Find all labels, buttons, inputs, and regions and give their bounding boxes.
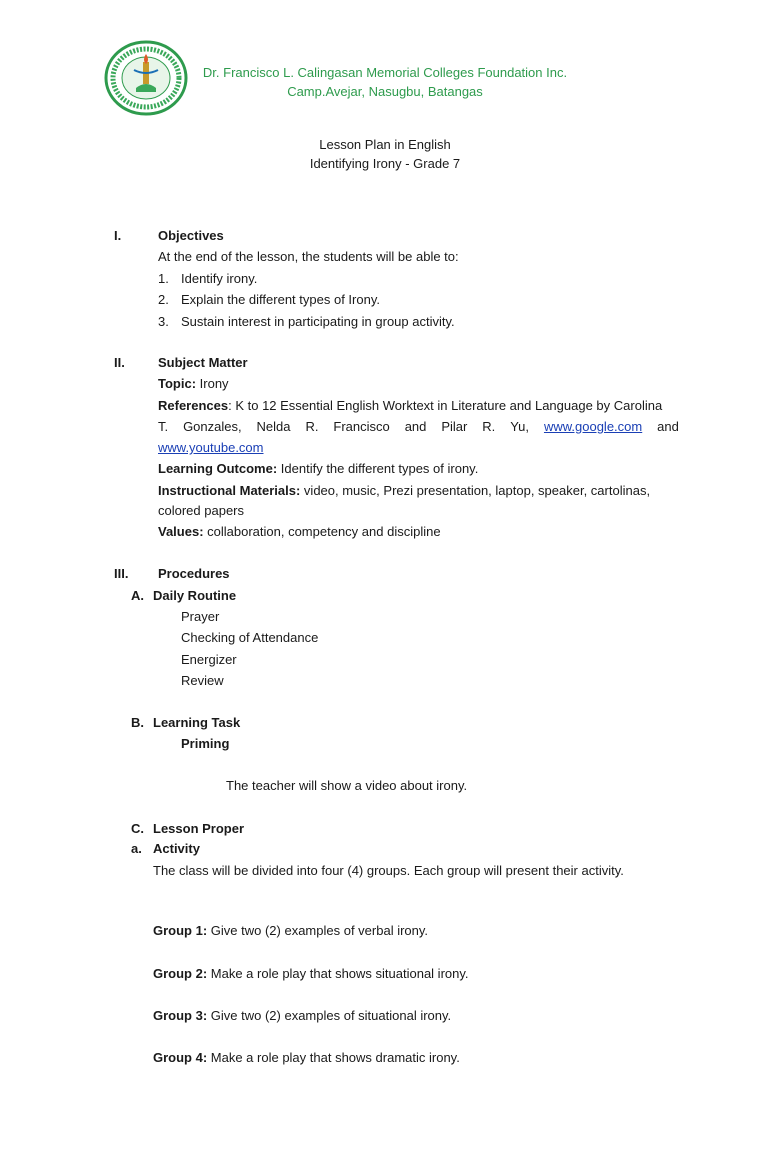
group-text: Make a role play that shows dramatic irony. [207,1050,460,1065]
daily-routine-letter: A. [131,588,144,603]
topic-label: Topic: [158,376,197,391]
school-name: Dr. Francisco L. Calingasan Memorial Colleges Foundation Inc. [202,65,568,80]
youtube-link[interactable]: www.youtube.com [158,440,264,455]
priming-heading: Priming [181,736,230,751]
group-label: Group 2: [153,966,208,981]
instructional-materials-line [158,483,650,498]
lesson-plan-title: Lesson Plan in English [319,137,451,152]
instructional-materials-label: Instructional Materials: [158,483,301,498]
group-item [153,923,428,938]
objective-number: 1. [158,271,169,286]
routine-item: Energizer [181,652,237,667]
values-line [158,524,441,539]
reference-word: Gonzales, [183,419,242,434]
references-text: : K to 12 Essential English Worktext in Literature and Language by Carolina [228,398,663,413]
group-label: Group 4: [153,1050,208,1065]
group-item [153,966,469,981]
procedures-heading: Procedures [158,566,230,581]
section-numeral-subject-matter: II. [114,355,125,370]
topic-line [158,376,229,391]
objective-text: Sustain interest in participating in group activity. [181,314,455,329]
references-line [158,398,662,413]
objective-number: 2. [158,292,169,307]
lesson-proper-letter: C. [131,821,144,836]
group-label: Group 3: [153,1008,208,1023]
activity-heading: Activity [153,841,200,856]
lesson-proper-heading: Lesson Proper [153,821,245,836]
learning-task-heading: Learning Task [153,715,241,730]
google-link[interactable]: www.google.com [543,419,643,434]
section-numeral-objectives: I. [114,228,122,243]
routine-item: Checking of Attendance [181,630,319,645]
objectives-heading: Objectives [158,228,224,243]
group-item [153,1050,460,1065]
group-text: Give two (2) examples of verbal irony. [207,923,429,938]
values-label: Values: [158,524,204,539]
activity-intro: The class will be divided into four (4) groups. Each group will present their activity. [153,863,624,878]
reference-word: Pilar [441,419,468,434]
group-text: Make a role play that shows situational irony. [207,966,469,981]
routine-item: Prayer [181,609,220,624]
reference-word: and [404,419,427,434]
group-label: Group 1: [153,923,208,938]
objective-text: Identify irony. [181,271,258,286]
references-line-2 [158,419,679,434]
reference-word: T. [158,419,169,434]
reference-word: R. [482,419,496,434]
reference-word: Nelda [256,419,291,434]
activity-letter: a. [131,841,142,856]
instructional-materials-continued: colored papers [158,503,244,518]
learning-outcome-label: Learning Outcome: [158,461,278,476]
objectives-intro: At the end of the lesson, the students will be able to: [158,249,459,264]
school-address: Camp.Avejar, Nasugbu, Batangas [287,84,483,99]
reference-word: R. [305,419,319,434]
group-text: Give two (2) examples of situational irony. [207,1008,452,1023]
reference-word: Yu, [510,419,530,434]
youtube-link-line [158,440,264,455]
values-value: collaboration, competency and discipline [203,524,441,539]
daily-routine-heading: Daily Routine [153,588,237,603]
lesson-plan-subtitle: Identifying Irony - Grade 7 [309,156,461,171]
instructional-materials-value: video, music, Prezi presentation, laptop, speaker, cartolinas, [300,483,651,498]
topic-value: Irony [196,376,229,391]
reference-word: Francisco [333,419,390,434]
group-item [153,1008,451,1023]
section-numeral-procedures: III. [114,566,129,581]
learning-outcome-line [158,461,478,476]
objective-text: Explain the different types of Irony. [181,292,380,307]
reference-word: and [657,419,679,434]
routine-item: Review [181,673,224,688]
learning-task-letter: B. [131,715,144,730]
references-label: References [158,398,229,413]
priming-text: The teacher will show a video about irony. [226,778,468,793]
subject-matter-heading: Subject Matter [158,355,248,370]
learning-outcome-value: Identify the different types of irony. [277,461,479,476]
objective-number: 3. [158,314,169,329]
